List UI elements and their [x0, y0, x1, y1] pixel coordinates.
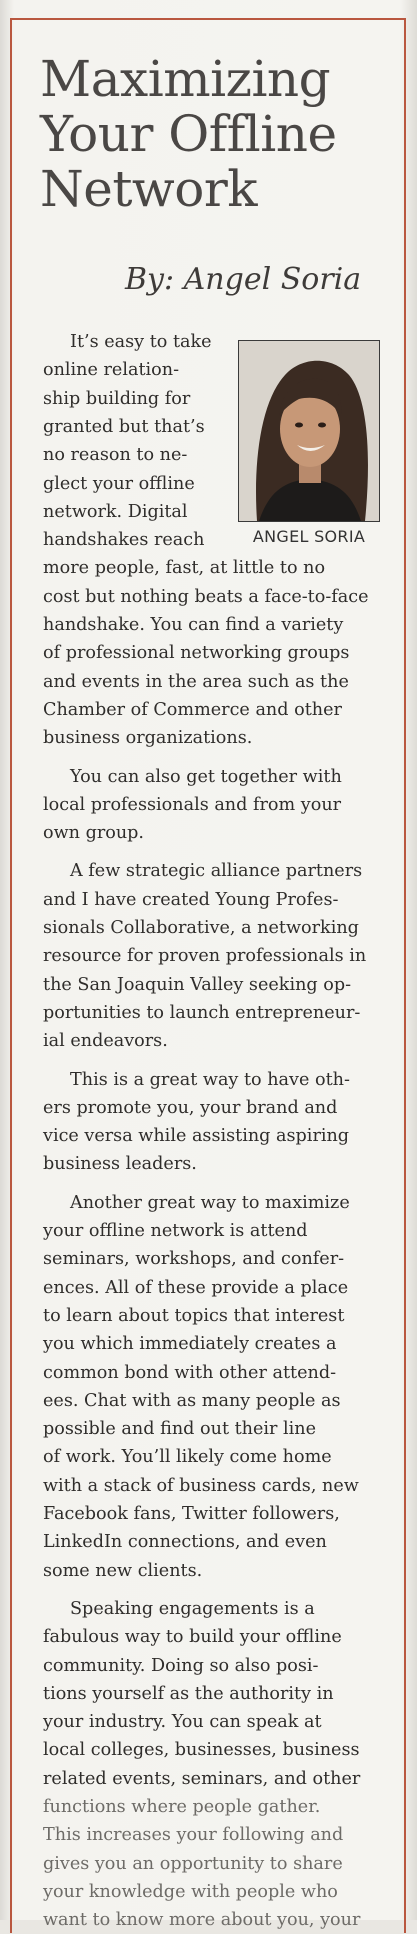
headline-line: Your Offline: [40, 105, 337, 163]
article-line: ial endeavors.: [43, 1031, 168, 1052]
article-line: vice versa while assisting aspiring: [43, 1126, 350, 1147]
article-line: own group.: [43, 823, 145, 844]
article-line: Chamber of Commerce and other: [43, 699, 342, 720]
article-line: local professionals and from your: [43, 794, 342, 815]
article-line: LinkedIn connections, and even: [43, 1532, 327, 1553]
article-line: your knowledge with people who: [43, 1881, 338, 1902]
article-line: gives you an opportunity to share: [43, 1853, 343, 1874]
article-line: more people, fast, at little to no: [43, 558, 326, 579]
article-line: of work. You’ll likely come home: [43, 1447, 332, 1468]
article-line: with a stack of business cards, new: [43, 1475, 359, 1496]
article-line: community. Doing so also posi-: [43, 1655, 319, 1676]
article-line: want to know more about you, your: [43, 1910, 361, 1931]
article-line: You can also get together with: [70, 766, 342, 787]
article-line: your offline network is attend: [43, 1221, 308, 1241]
article-line: network. Digital: [43, 501, 188, 522]
article-line: glect your offline: [43, 473, 195, 494]
article-line: handshake. You can find a variety: [43, 615, 344, 635]
article-headline: [40, 52, 400, 217]
article-line: seminars, workshops, and confer-: [43, 1249, 345, 1270]
article-line: business organizations.: [43, 728, 253, 749]
article-line: online relation-: [43, 360, 180, 381]
article-line: Speaking engagements is a: [70, 1598, 315, 1619]
article-line: Facebook fans, Twitter followers,: [43, 1504, 340, 1524]
article-line: fabulous way to build your offline: [43, 1627, 342, 1648]
article-line: of professional networking groups: [43, 643, 350, 664]
article-line: your industry. You can speak at: [43, 1712, 322, 1733]
article-line: handshakes reach: [43, 530, 205, 551]
author-portrait-image: [239, 341, 379, 521]
headline-line: Network: [40, 160, 258, 218]
article-line: the San Joaquin Valley seeking op-: [43, 974, 352, 995]
article-line: common bond with other attend-: [43, 1362, 337, 1383]
author-photo: [238, 340, 380, 522]
article-line: granted but that’s: [43, 416, 205, 437]
article-line: It’s easy to take: [70, 332, 212, 352]
article-line: resource for proven professionals in: [43, 946, 367, 967]
article-line: This is a great way to have oth-: [70, 1069, 350, 1090]
article-line: tions yourself as the authority in: [43, 1683, 334, 1704]
article-line: possible and find out their line: [43, 1419, 317, 1440]
article-line: cost but nothing beats a face-to-face: [43, 586, 369, 607]
article-line: some new clients.: [43, 1560, 203, 1581]
article-line: local colleges, businesses, business: [43, 1740, 360, 1761]
article-line: business leaders.: [43, 1154, 197, 1175]
article-byline: By: Angel Soria: [125, 262, 362, 297]
article-line: ences. All of these provide a place: [43, 1277, 349, 1298]
article-line: portunities to launch entrepreneur-: [43, 1002, 361, 1023]
article-line: to learn about topics that interest: [43, 1305, 345, 1326]
article-line: This increases your following and: [43, 1825, 344, 1846]
article-line: ees. Chat with as many people as: [43, 1390, 341, 1411]
article-line: A few strategic alliance partners: [70, 861, 363, 882]
article-line: ers promote you, your brand and: [43, 1097, 338, 1118]
article-line: sionals Collaborative, a networking: [43, 918, 359, 938]
article-line: functions where people gather.: [43, 1797, 321, 1817]
article-line: Another great way to maximize: [70, 1192, 350, 1213]
article-line: related events, seminars, and other: [43, 1768, 361, 1789]
article-line: no reason to ne-: [43, 445, 188, 466]
photo-caption: ANGEL SORIA: [252, 527, 366, 546]
article-line: and events in the area such as the: [43, 671, 349, 692]
article-line: and I have created Young Profes-: [43, 889, 339, 910]
article-line: you which immediately creates a: [43, 1334, 337, 1355]
headline-line: Maximizing: [40, 50, 331, 108]
article-line: ship building for: [43, 388, 191, 409]
